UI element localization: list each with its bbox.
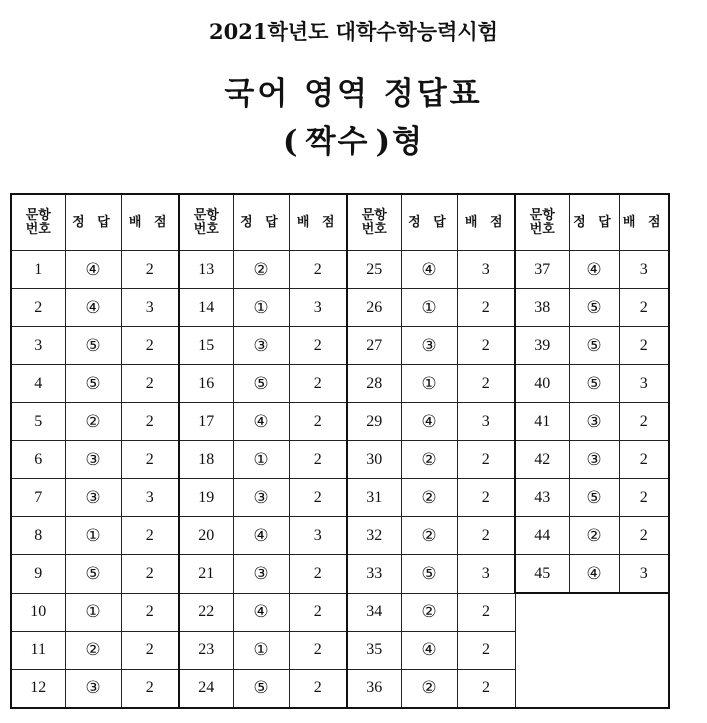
points-cell: 2 bbox=[289, 327, 347, 365]
header-points-cell: 배 점 bbox=[619, 194, 669, 251]
answer-cell: ⑤ bbox=[569, 327, 619, 365]
answer-cell: ③ bbox=[401, 327, 457, 365]
answer-cell: ④ bbox=[233, 593, 289, 631]
question-number-cell: 30 bbox=[347, 441, 401, 479]
header-number-cell bbox=[515, 194, 569, 251]
answer-cell: ① bbox=[233, 289, 289, 327]
points-cell: 2 bbox=[289, 251, 347, 289]
answer-cell: ④ bbox=[401, 403, 457, 441]
header-answer-cell: 정 답 bbox=[233, 194, 289, 251]
question-number-cell: 24 bbox=[179, 669, 233, 708]
header-answer-cell: 정 답 bbox=[401, 194, 457, 251]
answer-cell: ② bbox=[233, 251, 289, 289]
points-cell: 2 bbox=[121, 327, 179, 365]
empty-cell bbox=[515, 669, 669, 708]
header-points-cell: 배 점 bbox=[457, 194, 515, 251]
table-row bbox=[11, 327, 669, 365]
points-cell: 2 bbox=[619, 403, 669, 441]
answer-cell: ② bbox=[569, 517, 619, 555]
points-cell: 2 bbox=[121, 593, 179, 631]
question-number-cell: 29 bbox=[347, 403, 401, 441]
answer-cell: ① bbox=[401, 289, 457, 327]
answer-cell: ③ bbox=[569, 403, 619, 441]
question-number-cell: 27 bbox=[347, 327, 401, 365]
question-number-cell: 35 bbox=[347, 631, 401, 669]
question-number-cell: 8 bbox=[11, 517, 65, 555]
points-cell: 2 bbox=[289, 403, 347, 441]
form-type-line bbox=[0, 116, 707, 161]
points-cell: 3 bbox=[121, 289, 179, 327]
question-number-cell: 16 bbox=[179, 365, 233, 403]
answer-cell: ⑤ bbox=[65, 327, 121, 365]
question-number-cell: 7 bbox=[11, 479, 65, 517]
answer-cell: ⑤ bbox=[569, 479, 619, 517]
points-cell: 3 bbox=[457, 251, 515, 289]
answer-cell: ⑤ bbox=[233, 365, 289, 403]
question-number-cell: 10 bbox=[11, 593, 65, 631]
points-cell: 2 bbox=[619, 327, 669, 365]
question-number-cell: 1 bbox=[11, 251, 65, 289]
question-number-cell: 40 bbox=[515, 365, 569, 403]
answer-cell: ③ bbox=[569, 441, 619, 479]
answer-cell: ③ bbox=[65, 669, 121, 708]
header-number-line1: 문항 bbox=[529, 207, 555, 223]
question-number-cell: 17 bbox=[179, 403, 233, 441]
question-number-cell: 21 bbox=[179, 555, 233, 594]
points-cell: 2 bbox=[289, 365, 347, 403]
empty-cell bbox=[515, 593, 669, 631]
question-number-cell: 23 bbox=[179, 631, 233, 669]
points-cell: 2 bbox=[457, 669, 515, 708]
form-type-value: 짝수 bbox=[305, 124, 370, 160]
points-cell: 2 bbox=[457, 593, 515, 631]
question-number-cell: 25 bbox=[347, 251, 401, 289]
question-number-cell: 4 bbox=[11, 365, 65, 403]
answer-cell: ② bbox=[65, 631, 121, 669]
question-number-cell: 32 bbox=[347, 517, 401, 555]
answer-cell: ② bbox=[401, 441, 457, 479]
empty-cell bbox=[515, 631, 669, 669]
answer-cell: ① bbox=[65, 593, 121, 631]
answer-cell: ⑤ bbox=[569, 365, 619, 403]
points-cell: 2 bbox=[289, 669, 347, 708]
points-cell: 3 bbox=[619, 251, 669, 289]
answer-cell: ④ bbox=[401, 631, 457, 669]
points-cell: 2 bbox=[457, 289, 515, 327]
header-answer-cell: 정 답 bbox=[569, 194, 619, 251]
question-number-cell: 36 bbox=[347, 669, 401, 708]
answer-cell: ① bbox=[401, 365, 457, 403]
answer-cell: ⑤ bbox=[569, 289, 619, 327]
question-number-cell: 33 bbox=[347, 555, 401, 594]
question-number-cell: 20 bbox=[179, 517, 233, 555]
answer-cell: ⑤ bbox=[233, 669, 289, 708]
question-number-cell: 43 bbox=[515, 479, 569, 517]
table-row bbox=[11, 631, 669, 669]
header-number-line2: 번호 bbox=[529, 221, 555, 237]
answer-cell: ④ bbox=[65, 251, 121, 289]
answer-cell: ① bbox=[65, 517, 121, 555]
question-number-cell: 37 bbox=[515, 251, 569, 289]
answer-cell: ② bbox=[401, 479, 457, 517]
question-number-cell: 6 bbox=[11, 441, 65, 479]
points-cell: 3 bbox=[457, 555, 515, 594]
points-cell: 2 bbox=[121, 631, 179, 669]
table-row bbox=[11, 441, 669, 479]
answer-cell: ③ bbox=[233, 479, 289, 517]
question-number-cell: 28 bbox=[347, 365, 401, 403]
header-row bbox=[11, 194, 669, 251]
table-row bbox=[11, 251, 669, 289]
question-number-cell: 42 bbox=[515, 441, 569, 479]
answer-cell: ③ bbox=[233, 555, 289, 594]
table-row bbox=[11, 479, 669, 517]
header-number-cell bbox=[179, 194, 233, 251]
points-cell: 2 bbox=[121, 251, 179, 289]
points-cell: 2 bbox=[289, 631, 347, 669]
question-number-cell: 18 bbox=[179, 441, 233, 479]
answer-table bbox=[10, 193, 670, 709]
points-cell: 2 bbox=[289, 479, 347, 517]
question-number-cell: 41 bbox=[515, 403, 569, 441]
answer-cell: ⑤ bbox=[65, 555, 121, 594]
header-number-line1: 문항 bbox=[25, 207, 51, 223]
question-number-cell: 44 bbox=[515, 517, 569, 555]
points-cell: 2 bbox=[289, 593, 347, 631]
points-cell: 2 bbox=[457, 631, 515, 669]
points-cell: 2 bbox=[457, 479, 515, 517]
points-cell: 2 bbox=[457, 327, 515, 365]
question-number-cell: 19 bbox=[179, 479, 233, 517]
answer-cell: ④ bbox=[233, 403, 289, 441]
header-number-cell bbox=[11, 194, 65, 251]
question-number-cell: 38 bbox=[515, 289, 569, 327]
header-number-line1: 문항 bbox=[361, 207, 387, 223]
question-number-cell: 11 bbox=[11, 631, 65, 669]
points-cell: 2 bbox=[289, 441, 347, 479]
question-number-cell: 15 bbox=[179, 327, 233, 365]
points-cell: 2 bbox=[121, 555, 179, 594]
table-row bbox=[11, 555, 669, 594]
points-cell: 2 bbox=[457, 365, 515, 403]
points-cell: 2 bbox=[121, 365, 179, 403]
answer-cell: ④ bbox=[65, 289, 121, 327]
document-title: 국어 영역 정답표 bbox=[224, 76, 483, 112]
question-number-cell: 31 bbox=[347, 479, 401, 517]
question-number-cell: 34 bbox=[347, 593, 401, 631]
question-number-cell: 39 bbox=[515, 327, 569, 365]
answer-cell: ② bbox=[401, 593, 457, 631]
question-number-cell: 13 bbox=[179, 251, 233, 289]
header-number-line2: 번호 bbox=[193, 221, 219, 237]
points-cell: 2 bbox=[619, 441, 669, 479]
points-cell: 2 bbox=[457, 517, 515, 555]
points-cell: 2 bbox=[121, 403, 179, 441]
question-number-cell: 9 bbox=[11, 555, 65, 594]
table-row bbox=[11, 289, 669, 327]
points-cell: 2 bbox=[457, 441, 515, 479]
points-cell: 3 bbox=[289, 289, 347, 327]
answer-cell: ① bbox=[233, 631, 289, 669]
points-cell: 3 bbox=[619, 555, 669, 594]
answer-cell: ④ bbox=[569, 555, 619, 594]
header-number-line2: 번호 bbox=[361, 221, 387, 237]
points-cell: 3 bbox=[457, 403, 515, 441]
points-cell: 3 bbox=[289, 517, 347, 555]
answer-cell: ② bbox=[401, 517, 457, 555]
answer-cell: ③ bbox=[65, 479, 121, 517]
points-cell: 2 bbox=[619, 517, 669, 555]
question-number-cell: 2 bbox=[11, 289, 65, 327]
exam-title: 2021학년도 대학수학능력시험 bbox=[209, 19, 498, 44]
question-number-cell: 14 bbox=[179, 289, 233, 327]
header-number-line1: 문항 bbox=[193, 207, 219, 223]
header-answer-cell: 정 답 bbox=[65, 194, 121, 251]
question-number-cell: 5 bbox=[11, 403, 65, 441]
question-number-cell: 3 bbox=[11, 327, 65, 365]
table-row bbox=[11, 517, 669, 555]
points-cell: 2 bbox=[619, 479, 669, 517]
header-number-cell bbox=[347, 194, 401, 251]
answer-cell: ③ bbox=[233, 327, 289, 365]
question-number-cell: 45 bbox=[515, 555, 569, 594]
answer-cell: ② bbox=[401, 669, 457, 708]
header-points-cell: 배 점 bbox=[121, 194, 179, 251]
header-points-cell: 배 점 bbox=[289, 194, 347, 251]
answer-cell: ⑤ bbox=[65, 365, 121, 403]
points-cell: 2 bbox=[121, 441, 179, 479]
answer-table-body bbox=[11, 251, 669, 708]
form-open-paren: ( bbox=[282, 124, 300, 160]
answer-cell: ④ bbox=[569, 251, 619, 289]
points-cell: 2 bbox=[121, 517, 179, 555]
header-number-line2: 번호 bbox=[25, 221, 51, 237]
answer-cell: ② bbox=[65, 403, 121, 441]
question-number-cell: 22 bbox=[179, 593, 233, 631]
answer-cell: ④ bbox=[401, 251, 457, 289]
points-cell: 2 bbox=[121, 669, 179, 708]
answer-cell: ④ bbox=[233, 517, 289, 555]
points-cell: 2 bbox=[619, 289, 669, 327]
answer-cell: ① bbox=[233, 441, 289, 479]
points-cell: 3 bbox=[121, 479, 179, 517]
question-number-cell: 12 bbox=[11, 669, 65, 708]
table-row bbox=[11, 403, 669, 441]
form-close-paren: )형 bbox=[375, 124, 425, 160]
table-row bbox=[11, 593, 669, 631]
table-row bbox=[11, 365, 669, 403]
question-number-cell: 26 bbox=[347, 289, 401, 327]
table-row bbox=[11, 669, 669, 708]
points-cell: 3 bbox=[619, 365, 669, 403]
answer-cell: ③ bbox=[65, 441, 121, 479]
points-cell: 2 bbox=[289, 555, 347, 594]
answer-cell: ⑤ bbox=[401, 555, 457, 594]
